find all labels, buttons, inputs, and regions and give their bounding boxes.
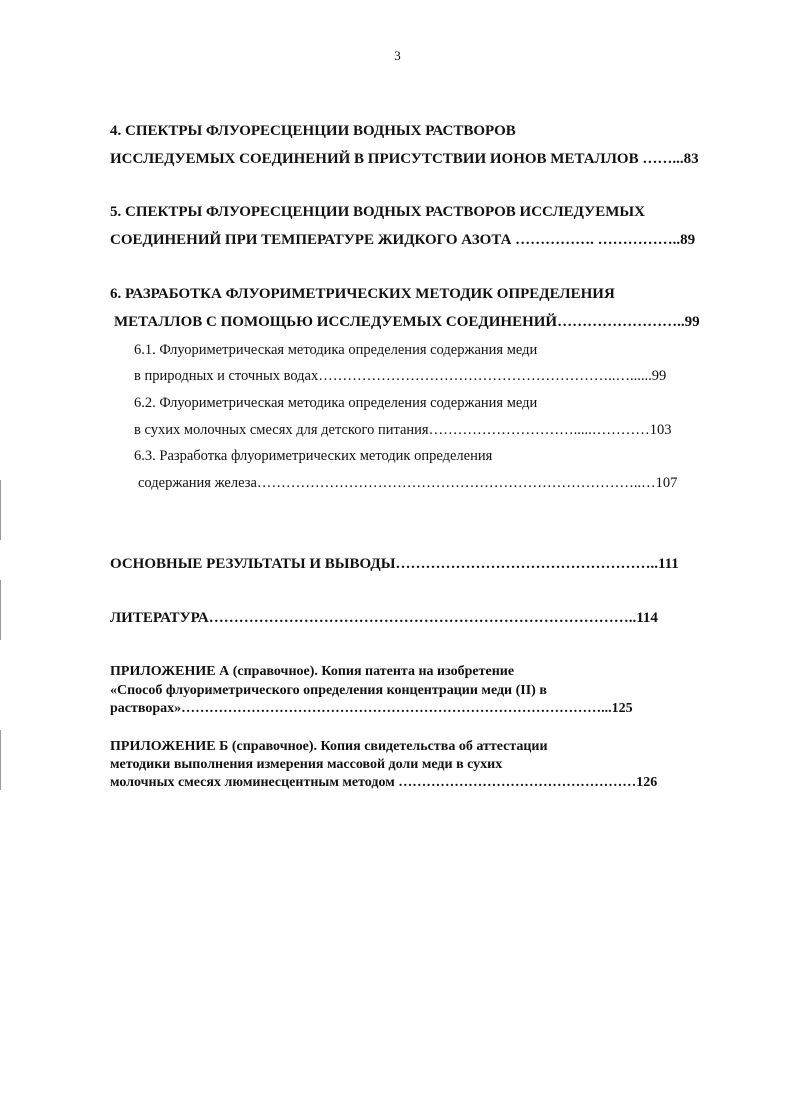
toc-literature: ЛИТЕРАТУРА…………………………………………………………………………..114 [110,610,658,626]
toc-s62-line2: в сухих молочных смесях для детского питания………………………….....…………103 [134,422,672,438]
toc-ch5-title-line2: СОЕДИНЕНИЙ ПРИ ТЕМПЕРАТУРЕ ЖИДКОГО АЗОТА ……………. ……………..89 [110,232,696,248]
toc-appendix-b-line3: молочных смесях люминесцентным методом ……………………………………………126 [110,775,658,790]
toc-appendix-b-line1: ПРИЛОЖЕНИЕ Б (справочное). Копия свидетельства об аттестации [110,739,548,754]
scan-edge-mark [0,730,1,790]
toc-s63-line1: 6.3. Разработка флуориметрических методик определения [134,448,493,464]
toc-s61-line2: в природных и сточных водах……………………………………………………..…......99 [134,368,667,384]
toc-s61-line1: 6.1. Флуориметрическая методика определения содержания меди [134,342,538,358]
toc-ch6-title-line2: МЕТАЛЛОВ С ПОМОЩЬЮ ИССЛЕДУЕМЫХ СОЕДИНЕНИЙ……………………..99 [114,314,700,330]
toc-ch4-title-line2: ИССЛЕДУЕМЫХ СОЕДИНЕНИЙ В ПРИСУТСТВИИ ИОНОВ МЕТАЛЛОВ ……...83 [110,151,699,167]
toc-appendix-a-line2: «Способ флуориметрического определения концентрации меди (II) в [110,683,547,698]
toc-appendix-b-line2: методики выполнения измерения массовой доли меди в сухих [110,757,503,772]
toc-results: ОСНОВНЫЕ РЕЗУЛЬТАТЫ И ВЫВОДЫ……………………………………………..111 [110,556,679,572]
toc-ch5-title-line1: 5. СПЕКТРЫ ФЛУОРЕСЦЕНЦИИ ВОДНЫХ РАСТВОРОВ ИССЛЕДУЕМЫХ [110,204,645,220]
toc-ch4-title-line1: 4. СПЕКТРЫ ФЛУОРЕСЦЕНЦИИ ВОДНЫХ РАСТВОРОВ [110,123,516,139]
toc-s63-line2: содержания железа……………………………………………………………………..…107 [138,475,678,491]
page-number: 3 [394,48,401,63]
toc-appendix-a-line3: растворах»………………………………………………………………………………...125 [110,701,633,716]
scan-edge-mark [0,580,1,640]
toc-ch6-title-line1: 6. РАЗРАБОТКА ФЛУОРИМЕТРИЧЕСКИХ МЕТОДИК ОПРЕДЕЛЕНИЯ [110,286,615,302]
toc-appendix-a-line1: ПРИЛОЖЕНИЕ А (справочное). Копия патента на изобретение [110,664,515,679]
scan-edge-mark [0,480,1,540]
toc-s62-line1: 6.2. Флуориметрическая методика определения содержания меди [134,395,538,411]
